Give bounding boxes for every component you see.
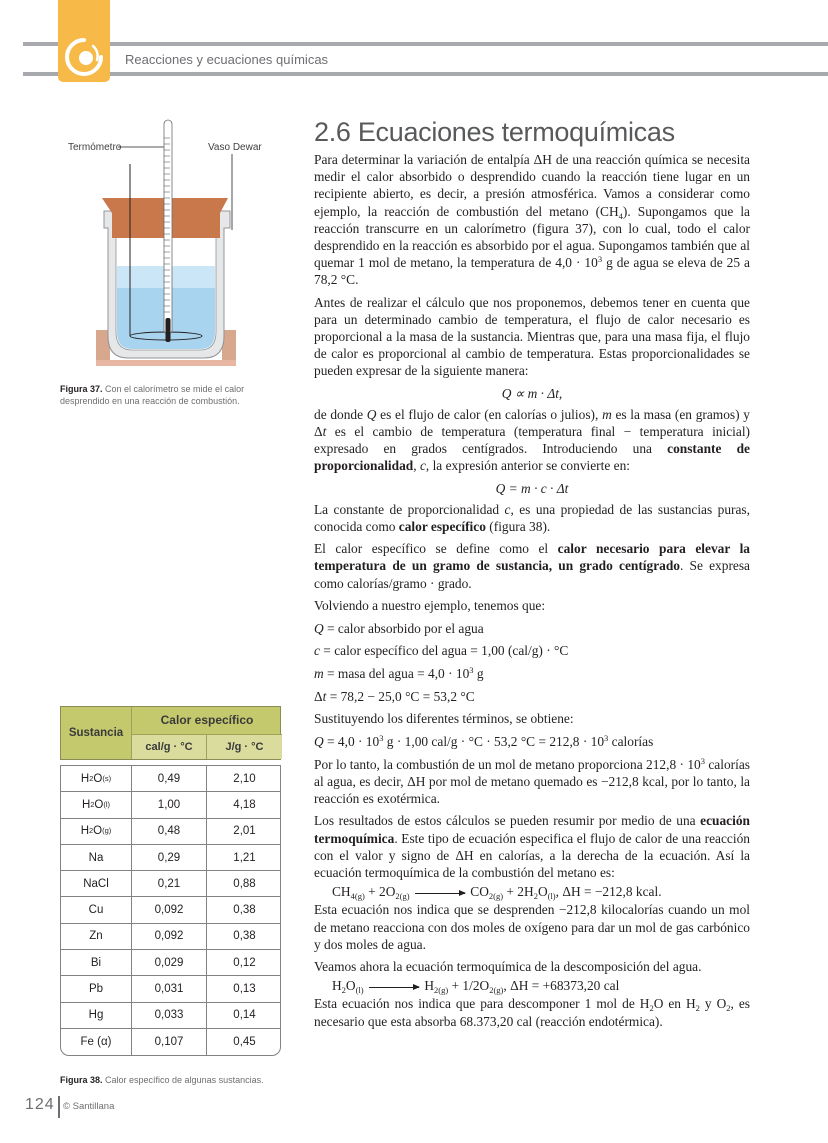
cell-substance: Zn [61,924,132,949]
table-row [61,897,280,923]
paragraph-example: Volviendo a nuestro ejemplo, tenemos que: [314,597,546,613]
cell-joule: 0,38 [233,904,256,917]
cell-cal: 0,092 [132,897,207,922]
section-title: Reacciones y ecuaciones químicas [125,52,329,67]
figure-37-caption: Figura 37. Con el calorímetro se mide el calor desprendido en una reacción de combustión. [60,384,245,406]
calculation-q: $Q = 4,0 \cdot 10^3$ g · 1,00 cal/g · °C · 53,2 $^\circ C = 212,8 \cdot 10^3$ calorías [314,733,654,750]
cell-substance: H 2 O (g) [61,819,132,844]
cell-joule: 4,18 [233,798,256,811]
table-row [61,976,280,1002]
cell-cal: 1,00 [132,792,207,817]
cell-cal: 0,029 [132,950,207,975]
table-row [61,766,280,792]
main-column [314,113,750,1035]
paragraph-result: Por lo tanto, la combustión de un mol de metano proporciona $212,8 \cdot 10^3$ calorías al agua, es decir, ΔH por mol de metano quemado es −212,8 kcal, por lo tanto, la reacción es exotérmica. [314,755,750,807]
header-specific-heat: Calor específico [132,707,282,735]
header-unit-cal: cal/g · °C [132,735,207,760]
paragraph-water-decomposition: Veamos ahora la ecuación termoquímica de la descomposición del agua. [314,959,702,975]
specific-heat-table [60,706,281,1056]
cell-substance: NaCl [61,871,132,896]
cell-joule: 2,01 [233,825,256,838]
cell-joule: 1,21 [233,851,256,864]
header-substance: Sustancia [61,707,132,759]
cell-joule: 2,10 [233,772,256,785]
page-number: 124 [25,1096,55,1113]
thermometer-label: Termómetro [68,142,122,153]
header-rule-top [23,42,828,46]
table-header [60,706,281,760]
paragraph-substitution: Sustituyendo los diferentes términos, se obtiene: [314,711,574,727]
cell-substance: Fe (α) [61,1029,132,1055]
table-row [61,792,280,818]
table-row [61,1003,280,1029]
cell-joule: 0,38 [233,930,256,943]
cell-substance: Hg [61,1003,132,1028]
table-row [61,1029,280,1055]
table-row [61,871,280,897]
definition-delta-t: Δt = 78,2 − 25,0 °C = 53,2 °C [314,688,475,704]
definition-q: Q = calor absorbido por el agua [314,620,484,636]
table-body [60,765,281,1056]
cell-cal: 0,48 [132,819,207,844]
chapter-tab [58,0,110,82]
header-rule-bottom [23,72,828,76]
paragraph-proportionality: Antes de realizar el cálculo que nos proponemos, debemos tener en cuenta que para un determinado cambio de temperatura, el flujo de calor necesario es proporcional a la masa de la sustancia. Mientras que, para una masa fija, el flujo de calor es proporcional al cambio de temperatura. Estas proporcionalidades se pueden expresar de la siguiente manera: [314,294,750,379]
cell-joule: 0,12 [233,956,256,969]
table-row [61,950,280,976]
cell-substance: Bi [61,950,132,975]
equation-methane-combustion: $CH_{4(g)} + 2O_{2(g)}$ $CO_{2(g)} + 2H_2O_{(l)}$, ΔH = −212,8 kcal. [332,884,662,902]
cell-joule: 0,14 [233,1009,256,1022]
paragraph-combustion-explanation: Esta ecuación nos indica que se desprenden −212,8 kilocalorías cuando un mol de metano reacciona con dos moles de oxígeno para dar un mol de gas carbónico y dos moles de agua. [314,902,750,952]
definition-c: c = calor específico del agua = 1,00 (cal/g) · °C [314,643,569,659]
reaction-arrow-icon [415,893,465,894]
calorimeter-illustration [60,118,270,378]
cell-cal: 0,29 [132,845,207,870]
cell-cal: 0,031 [132,976,207,1001]
cell-substance: Cu [61,897,132,922]
paragraph-definitions: de donde Q es el flujo de calor (en calorías o julios), m es la masa (en gramos) y Δt es el cambio de temperatura (temperatura final − temperatura inicial) expresado en grados centígrados. Introduciendo una constante de proporcionalidad, c, la expresión anterior se convierte en: [314,406,750,474]
cell-substance: Pb [61,976,132,1001]
cell-cal: 0,033 [132,1003,207,1028]
cell-cal: 0,092 [132,924,207,949]
definition-m: m = masa del agua = $4,0 \cdot 10^3$ g [314,664,484,681]
cell-substance: Na [61,845,132,870]
cell-joule: 0,13 [233,983,256,996]
header-unit-joule: J/g · °C [207,735,282,760]
paragraph-intro: Para determinar la variación de entalpía ΔH de una reacción química se necesita medir el calor absorbido o desprendido cuando la reacción tiene lugar en un recipiente abierto, es decir, a presión atmosférica. Vamos a considerar como ejemplo, la reacción de combustión del metano $(CH_4)$. Supongamos que la reacción transcurre en un calorímetro (figura 37), con lo cual, todo el calor desprendido en la reacción es absorbido por el agua. Supongamos también que al quemar 1 mol de metano, la temperatura de $4,0 \cdot 10^3$ g de agua se eleva de 25 a 78,2 °C. [314,152,750,288]
cell-substance: H 2 O (l) [61,792,132,817]
paragraph-thermochemical-equation: Los resultados de estos cálculos se pueden resumir por medio de una ecuación termoquímica. Este tipo de ecuación especifica el flujo de calor de una reacción con el valor y signo de ΔH en calorías, a la derecha de la ecuación. Así la ecuación termoquímica de la combustión del metano es: [314,813,750,881]
paragraph-specific-heat-definition: El calor específico se define como el calor necesario para elevar la temperatura de un gramo de sustancia, un grado centígrado. Se expresa como calorías/gramo · grado. [314,541,750,591]
table-row [61,924,280,950]
footer-divider [58,1096,60,1118]
copyright: © Santillana [63,1101,115,1112]
cell-joule: 0,88 [233,877,256,890]
cell-cal: 0,107 [132,1029,207,1055]
table-row [61,845,280,871]
equation-proportional: Q ∝ m · Δt, [501,385,563,401]
equation-water-decomposition: $H_2O_{(l)}$ $H_{2(g)} + 1/2O_{2(g)}$, ΔH = +68373,20 cal [332,978,620,996]
cell-joule: 0,45 [233,1036,256,1049]
chapter-logo-icon [63,36,105,78]
reaction-arrow-icon [369,987,419,988]
figure-38-caption: Figura 38. Calor específico de algunas sustancias. [60,1075,264,1085]
cell-cal: 0,49 [132,766,207,791]
paragraph-constant: La constante de proporcionalidad c, es una propiedad de las sustancias puras, conocida como calor específico (figura 38). [314,501,750,535]
page-title: 2.6 Ecuaciones termoquímicas [314,117,675,147]
paragraph-endothermic: Esta ecuación nos indica que para descomponer 1 mol de $H_2O$ en $H_2$ y $O_2$, es necesario que esta absorba 68.373,20 cal (reacción endotérmica). [314,996,750,1029]
cell-cal: 0,21 [132,871,207,896]
equation-heat: Q = m · c · Δt [495,480,569,496]
cell-substance: H 2 O (s) [61,766,132,791]
table-row [61,819,280,845]
dewar-label: Vaso Dewar [208,142,262,153]
